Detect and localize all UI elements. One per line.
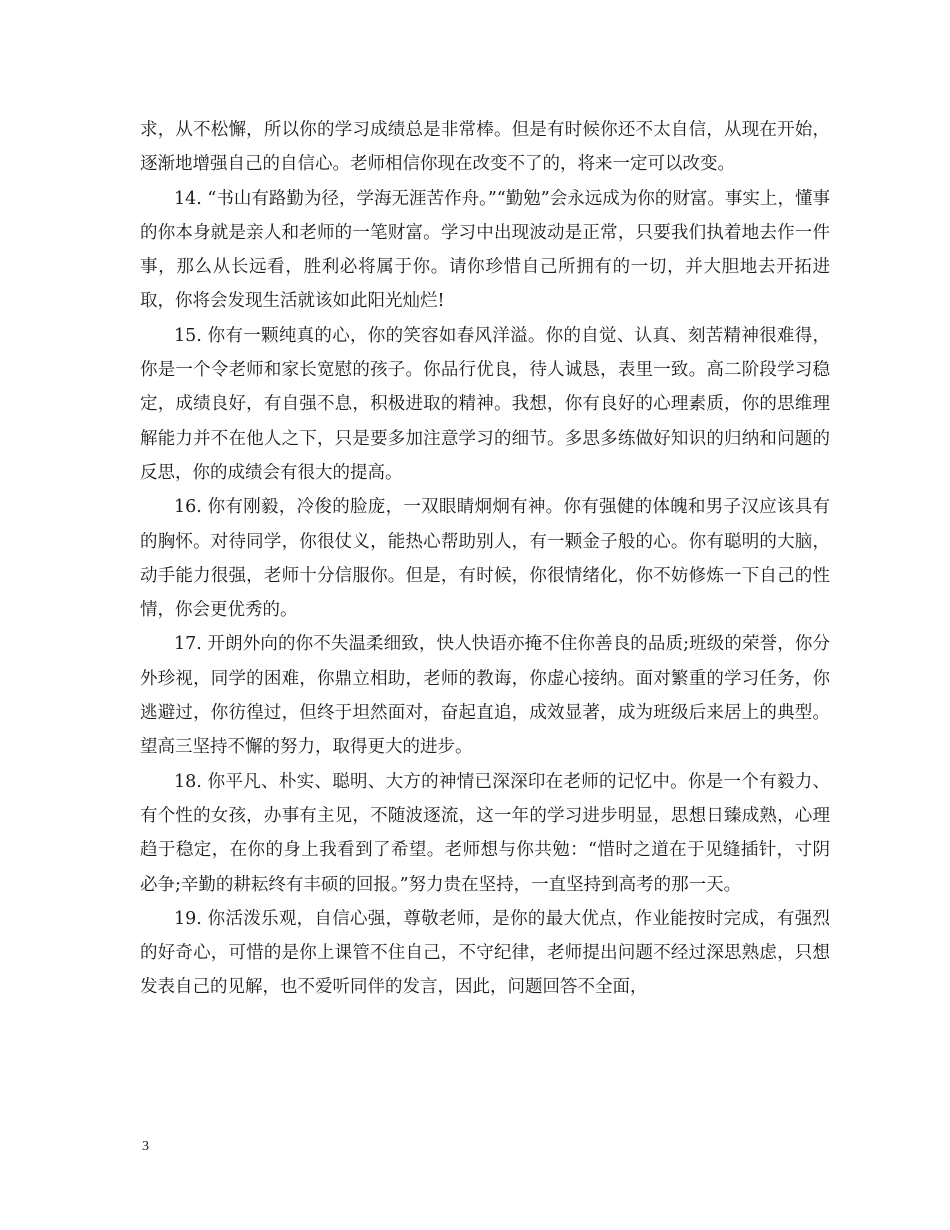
paragraph-item-14: 14. “书山有路勤为径，学海无涯苦作舟。”“勤勉”会永远成为你的财富。事实上，懂事的你本身就是亲人和老师的一笔财富。学习中出现波动是正常，只要我们执着地去作一件事，那么从长远看，胜利必将属于你。请你珍惜自己所拥有的一切，并大胆地去开拓进取，你将会发现生活就该如此阳光灿烂! [140, 188, 830, 312]
paragraph-continuation: 求，从不松懈，所以你的学习成绩总是非常棒。但是有时候你还不太自信，从现在开始，逐渐地增强自己的自信心。老师相信你现在改变不了的，将来一定可以改变。 [140, 120, 830, 175]
paragraph-item-17: 17. 开朗外向的你不失温柔细致，快人快语亦掩不住你善良的品质;班级的荣誉，你分外珍视，同学的困难，你鼎立相助，老师的教诲，你虚心接纳。面对繁重的学习任务，你逃避过，你彷徨过，但终于坦然面对，奋起直追，成效显著，成为班级后来居上的典型。望高三坚持不懈的努力，取得更大的进步。 [140, 634, 830, 758]
document-body [140, 113, 830, 1005]
paragraph-item-15: 15. 你有一颗纯真的心，你的笑容如春风洋溢。你的自觉、认真、刻苦精神很难得，你是一个令老师和家长宽慰的孩子。你品行优良，待人诚恳，表里一致。高二阶段学习稳定，成绩良好，有自强不息，积极进取的精神。我想，你有良好的心理素质，你的思维理解能力并不在他人之下，只是要多加注意学习的细节。多思多练做好知识的归纳和问题的反思，你的成绩会有很大的提高。 [140, 325, 830, 483]
paragraph-item-18: 18. 你平凡、朴实、聪明、大方的神情已深深印在老师的记忆中。你是一个有毅力、有个性的女孩，办事有主见，不随波逐流，这一年的学习进步明显，思想日臻成熟，心理趋于稳定，在你的身上我看到了希望。老师想与你共勉：“惜时之道在于见缝插针，寸阴必争;辛勤的耕耘终有丰硕的回报。”努力贵在坚持，一直坚持到高考的那一天。 [140, 771, 830, 895]
page-number: 3 [142, 1139, 149, 1154]
paragraph-item-16: 16. 你有刚毅，冷俊的脸庞，一双眼睛炯炯有神。你有强健的体魄和男子汉应该具有的胸怀。对待同学，你很仗义，能热心帮助别人，有一颗金子般的心。你有聪明的大脑，动手能力很强，老师十分信服你。但是，有时候，你很情绪化，你不妨修炼一下自己的性情，你会更优秀的。 [140, 497, 830, 621]
paragraph-item-19: 19. 你活泼乐观，自信心强，尊敬老师，是你的最大优点，作业能按时完成，有强烈的好奇心，可惜的是你上课管不住自己，不守纪律，老师提出问题不经过深思熟虑，只想发表自己的见解，也不爱听同伴的发言，因此，问题回答不全面， [140, 908, 830, 998]
